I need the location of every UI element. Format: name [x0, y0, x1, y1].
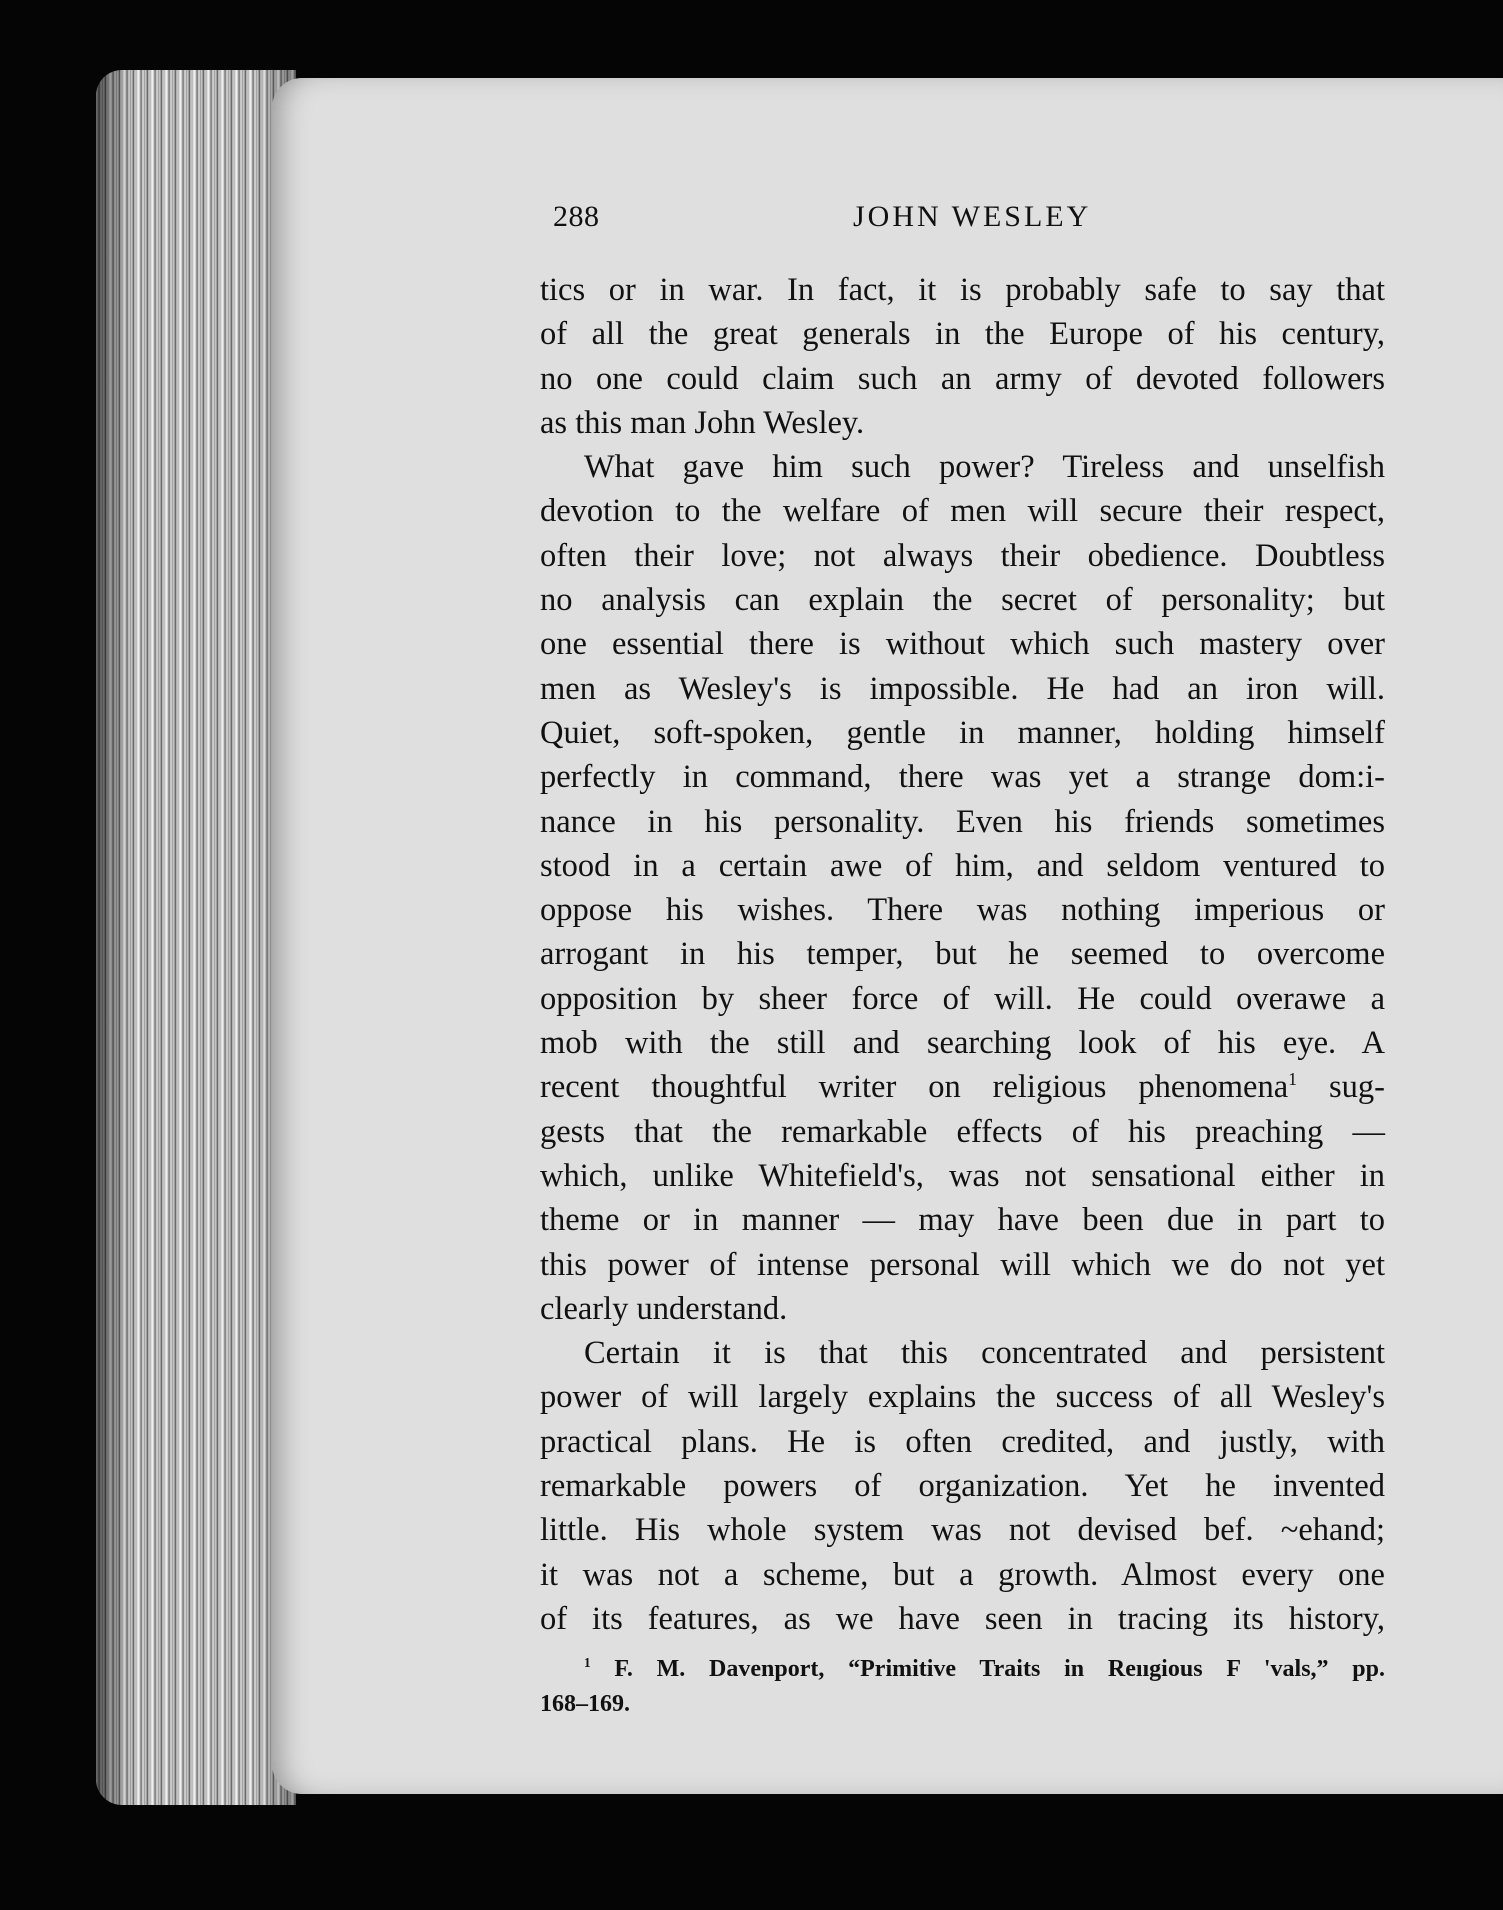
text-line: often their love; not always their obedience. Doubtless [540, 537, 1385, 574]
text-line: stood in a certain awe of him, and seldom ventured to [540, 847, 1385, 884]
text-line: no one could claim such an army of devoted followers [540, 360, 1385, 397]
text-line: perfectly in command, there was yet a strange dom:i- [540, 759, 1385, 796]
footnote-reference: 1 [1288, 1069, 1298, 1090]
text-line: gests that the remarkable effects of his preaching — [540, 1113, 1385, 1150]
text-line: Certain it is that this concentrated and persistent [584, 1335, 1385, 1372]
text-line: as this man John Wesley. [540, 404, 865, 441]
footnote-line: 168–169. [540, 1691, 630, 1717]
page-number: 288 [553, 200, 600, 233]
page-header [553, 200, 1383, 240]
text-line: it was not a scheme, but a growth. Almost every one [540, 1556, 1385, 1593]
text-line: power of will largely explains the success of all Wesley's [540, 1379, 1385, 1416]
text-line: no analysis can explain the secret of personality; but [540, 582, 1385, 619]
footnote-line [540, 1652, 1385, 1687]
text-line: tics or in war. In fact, it is probably safe to say that [540, 272, 1385, 308]
text-line: clearly understand. [540, 1290, 788, 1327]
text-line: nance in his personality. Even his friends sometimes [540, 803, 1385, 840]
paragraph-1 [540, 268, 1385, 445]
book-page-edges [96, 70, 296, 1805]
text-line: Quiet, soft-spoken, gentle in manner, holding himself [540, 714, 1385, 751]
text-fragment: sug- [1297, 1069, 1385, 1106]
text-fragment: recent thoughtful writer on religious phenomena [540, 1069, 1289, 1106]
text-line: mob with the still and searching look of his eye. A [540, 1025, 1385, 1062]
text-line: devotion to the welfare of men will secure their respect, [540, 493, 1385, 530]
text-line: remarkable powers of organization. Yet he invented [540, 1468, 1385, 1505]
text-line: which, unlike Whitefield's, was not sensational either in [540, 1157, 1385, 1194]
paragraph-2 [540, 445, 1385, 1331]
text-line: theme or in manner — may have been due in part to [540, 1202, 1385, 1239]
text-line: men as Wesley's is impossible. He had an iron will. [540, 670, 1385, 707]
body-text [540, 268, 1385, 1641]
paragraph-3 [540, 1331, 1385, 1641]
text-line: of all the great generals in the Europe of his century, [540, 316, 1385, 353]
text-line: arrogant in his temper, but he seemed to overcome [540, 936, 1385, 973]
text-line-with-footnote-ref [540, 1065, 1385, 1109]
text-line: of its features, as we have seen in tracing its history, [540, 1600, 1385, 1637]
footnote [540, 1652, 1385, 1722]
footnote-marker: 1 [584, 1655, 591, 1670]
text-line: this power of intense personal will which we do not yet [540, 1246, 1385, 1283]
text-line: oppose his wishes. There was nothing imperious or [540, 892, 1385, 929]
text-line: What gave him such power? Tireless and unselfish [584, 449, 1385, 486]
text-line: practical plans. He is often credited, and justly, with [540, 1423, 1385, 1460]
text-line: opposition by sheer force of will. He could overawe a [540, 980, 1385, 1017]
running-head: JOHN WESLEY [853, 200, 1092, 233]
text-line: little. His whole system was not devised bef. ~ehand; [540, 1512, 1385, 1549]
text-line: one essential there is without which such mastery over [540, 626, 1385, 663]
footnote-text: F. M. Davenport, “Primitive Traits in Reııgious F 'vals,” pp. [614, 1656, 1385, 1682]
